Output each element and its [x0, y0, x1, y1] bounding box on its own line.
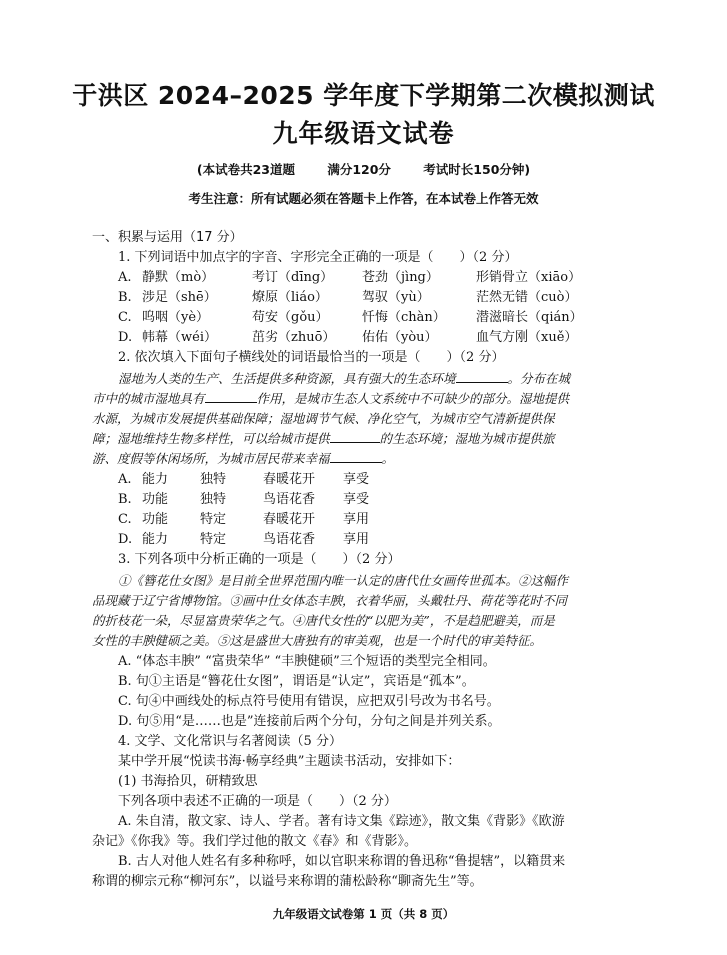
- q1-stem: 1. 下列词语中加点字的字音、字形完全正确的一项是（ ）（2 分）: [118, 250, 518, 265]
- blank-1: [456, 370, 508, 383]
- full-score: 满分120分: [327, 162, 391, 177]
- q2-option-d: D. 能力 特定 鸟语花香 享用: [118, 532, 370, 547]
- q3-passage-line: 品现藏于辽宁省博物馆。③画中仕女体态丰腴，衣着华丽，头戴牡丹、荷花等花时不同: [92, 593, 568, 608]
- q2-passage-line: 市中的城市湿地具有 作用，是城市生态人文系统中不可缺少的部分。湿地提供: [92, 391, 570, 406]
- exam-duration: 考试时长150分钟): [423, 162, 531, 177]
- q3-option-b: B. 句①主语是“簪花仕女图”，谓语是“认定”，宾语是“孤本”。: [118, 674, 475, 689]
- section-heading: 一、积累与运用（17 分）: [92, 230, 243, 245]
- question-count: (本试卷共23道题: [196, 162, 295, 177]
- q3-option-a: A. “体态丰腴” “富贵荣华” “丰腴健硕”三个短语的类型完全相同。: [118, 654, 496, 669]
- blank-4: [330, 450, 382, 463]
- q2-option-c: C. 功能 特定 春暖花开 享用: [118, 512, 370, 527]
- q4-sub1-stem: 下列各项中表述不正确的一项是（ ）（2 分）: [118, 794, 397, 809]
- q2-passage-line: 游、度假等休闲场所，为城市居民带来幸福 。: [92, 451, 395, 466]
- q4-option-a-cont: 杂记》《你我》等。我们学过他的散文《春》和《背影》。: [92, 834, 418, 849]
- q4-option-a: A. 朱自清，散文家、诗人、学者。著有诗文集《踪迹》，散文集《背影》《欧游: [118, 814, 565, 829]
- q2-passage-line: 湿地为人类的生产、生活提供多种资源，具有强大的生态环境 。分布在城: [118, 371, 571, 386]
- q3-option-c: C. 句④中画线处的标点符号使用有错误，应把双引号改为书名号。: [118, 694, 500, 709]
- blank-3: [330, 430, 380, 443]
- exam-title: 于洪区 2024–2025 学年度下学期第二次模拟测试: [72, 81, 655, 110]
- q4-option-b-cont: 称谓的柳宗元称“柳河东”，以谥号来称谓的蒲松龄称“聊斋先生”等。: [92, 874, 483, 889]
- q1-option-a: A. 静默（mò） 考订（dīng） 苍劲（jìng） 形销骨立（xiāo）: [118, 270, 582, 285]
- q2-passage-line: 水源，为城市发展提供基础保障；湿地调节气候、净化空气，为城市空气清新提供保: [92, 411, 555, 426]
- q4-intro: 某中学开展“悦读书海·畅享经典”主题读书活动，安排如下：: [118, 754, 461, 769]
- q4-sub1-heading: (1) 书海拾贝，研精致思: [118, 774, 258, 789]
- q3-stem: 3. 下列各项中分析正确的一项是（ ）（2 分）: [118, 552, 401, 567]
- q2-option-a: A. 能力 独特 春暖花开 享受: [118, 472, 370, 487]
- q3-passage-line: 女性的丰腴健硕之美。⑤这是盛世大唐独有的审美观，也是一个时代的审美特征。: [92, 633, 543, 648]
- q1-option-c: C. 呜咽（yè） 苟安（gǒu） 忏悔（chàn） 潜滋暗长（qián）: [118, 310, 583, 325]
- exam-subtitle: 九年级语文试卷: [272, 119, 455, 148]
- exam-notice: 考生注意：所有试题必须在答题卡上作答，在本试卷上作答无效: [188, 191, 539, 206]
- q2-stem: 2. 依次填入下面句子横线处的词语最恰当的一项是（ ）（2 分）: [118, 350, 505, 365]
- q4-stem: 4. 文学、文化常识与名著阅读（5 分）: [118, 734, 342, 749]
- q2-option-b: B. 功能 独特 鸟语花香 享受: [118, 492, 370, 507]
- q3-passage-line: 的折枝花一朵，尽显富贵荣华之气。④唐代女性的“以肥为美”，不是趋肥避美，而是: [92, 613, 555, 628]
- blank-2: [205, 390, 257, 403]
- q3-option-d: D. 句⑤用“是……也是”连接前后两个分句，分句之间是并列关系。: [118, 714, 501, 729]
- q4-option-b: B. 古人对他人姓名有多种称呼，如以官职来称谓的鲁迅称“鲁提辖”，以籍贯来: [118, 854, 566, 869]
- exam-info: [0, 160, 727, 178]
- q1-option-b: B. 涉足（shē） 燎原（liáo） 驾驭（yù） 茫然无错（cuò）: [118, 290, 578, 305]
- q1-option-d: D. 帏幕（wéi） 茁劣（zhuō） 佑佑（yòu） 血气方刚（xuě）: [118, 330, 578, 345]
- q2-passage-line: 障；湿地维持生物多样性，可以给城市提供 的生态环境；湿地为城市提供旅: [92, 431, 555, 446]
- q3-passage-line: ①《簪花仕女图》是目前全世界范围内唯一认定的唐代仕女画传世孤本。②这幅作: [118, 573, 569, 588]
- page-footer: 九年级语文试卷第 1 页（共 8 页）: [272, 907, 455, 921]
